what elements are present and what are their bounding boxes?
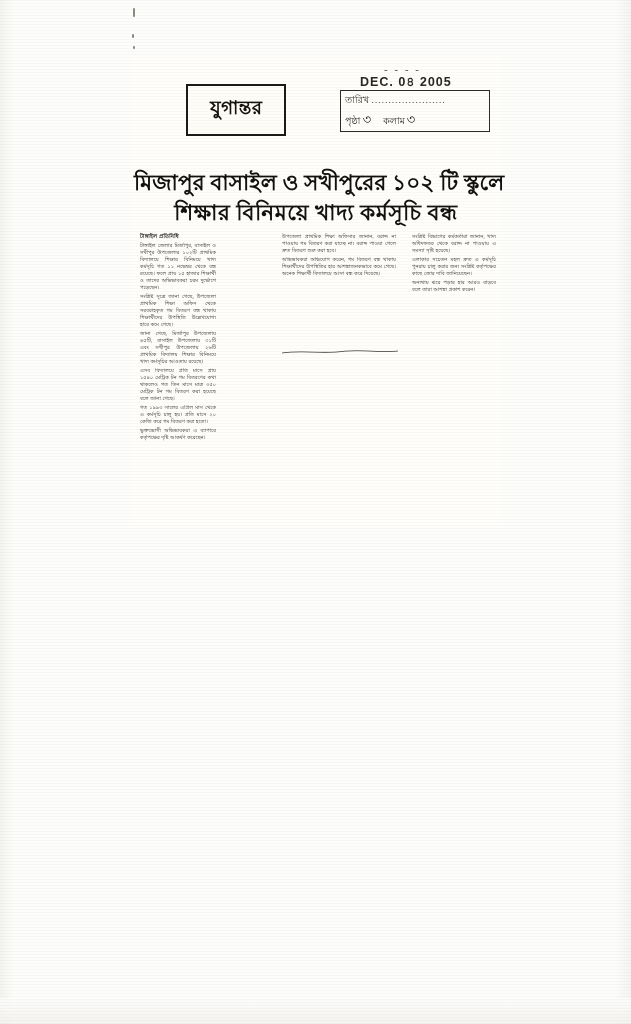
article-paragraph: ভুক্তভোগী অভিভাবকরা এ ব্যাপারে কর্তৃপক্ষের দৃষ্টি আকর্ষণ করেছেন। [140,428,216,441]
stamp-box [340,90,490,132]
article-column-3 [412,234,496,296]
scan-speck [133,8,135,17]
article-paragraph: টাঙ্গাইল জেলার মির্জাপুর, বাসাইল ও সখীপুর উপজেলার ১০২টি প্রাথমিক বিদ্যালয়ে শিক্ষার বিনিময়ে খাদ্য কর্মসূচি গত ১১ নভেম্বর থেকে বন্ধ রয়েছে। ফলে প্রায় ১৫ হাজার শিক্ষার্থী ও তাদের অভিভাবকরা চরম দুর্ভোগে পড়েছেন। [140,243,216,291]
article-paragraph: সংশ্লিষ্ট সূত্রে জানা গেছে, উপজেলা প্রাথমিক শিক্ষা অফিস থেকে সরবরাহকৃত গম বিতরণ বন্ধ থাকায় শিক্ষার্থীদের উপস্থিতি উল্লেখযোগ্য হারে কমে গেছে। [140,294,216,328]
scan-speck [132,34,134,38]
article-paragraph: এসব বিদ্যালয়ে প্রতি মাসে প্রায় ১৫৪০ মেট্রিক টন গম বিতরণের কথা থাকলেও গত তিন মাসে মাত্র ৩৫০ মেট্রিক টন গম বিতরণ করা হয়েছে বলে জানা গেছে। [140,368,216,402]
stamp-dots: ...................... [371,96,446,106]
stamp-dashes: - - - - [384,64,421,76]
article-headline [134,168,505,228]
article-paragraph: জানা গেছে, মির্জাপুর উপজেলায় ৪৫টি, বাসাইল উপজেলায় ৩১টি এবং সখীপুর উপজেলায় ২৬টি প্রাথমিক বিদ্যালয় শিক্ষার বিনিময়ে খাদ্য কর্মসূচির আওতায় রয়েছে। [140,331,216,365]
stamp-row-page-column [345,111,416,132]
stamp-label-column: কলাম [383,117,405,127]
stamp-value-page: ৩ [361,111,372,128]
stamp-row-date [345,94,446,109]
stamp-label-date: তারিখ [345,96,370,106]
stamp-value-column: ৩ [406,111,417,128]
handwritten-underline [282,349,398,355]
scan-speck [133,46,135,49]
article-column-1 [140,234,216,444]
stamp-label-page: পৃষ্ঠা [345,117,361,127]
article-paragraph: অভিভাবকরা অভিযোগ করেন, গম বিতরণ বন্ধ থাকায় শিক্ষার্থীদের উপস্থিতির হার আশঙ্কাজনকভাবে কমে গেছে। অনেক শিক্ষার্থী বিদ্যালয়ে আসা বন্ধ করে দিয়েছে। [282,257,396,277]
stamp-date: DEC. 0৪ 2005 [360,75,452,89]
headline-line-1: মিজাপুর বাসাইল ও সখীপুরের ১০২ টি স্কুলে [134,171,505,195]
article-paragraph: গত ১৯৯৩ সালের এপ্রিল মাস থেকে এ কর্মসূচি চালু হয়। প্রতি মাসে ২০ কেজি করে গম বিতরণ করা হতো। [140,405,216,425]
article-column-2 [282,234,396,280]
article-paragraph: অন্যথায় ঝরে পড়ার হার আরও বাড়বে বলে তারা আশঙ্কা প্রকাশ করেন। [412,280,496,293]
article-paragraph: সংশ্লিষ্ট বিভাগের কর্মকর্তারা জানান, খাদ্য অধিদফতর থেকে বরাদ্দ না পাওয়ায় এ সমস্যা সৃষ্টি হয়েছে। [412,234,496,254]
newspaper-clipping [130,56,505,526]
headline-line-2: শিক্ষার বিনিময়ে খাদ্য কর্মসূচি বন্ধ [174,201,458,225]
article-paragraph: এলাকার সচেতন মহল দ্রুত এ কর্মসূচি পুনরায় চালু করার জন্য সংশ্লিষ্ট কর্তৃপক্ষের কাছে জোর দাবি জানিয়েছেন। [412,257,496,277]
masthead-box [186,84,286,136]
masthead-title: যুগান্তর [209,98,263,119]
scan-edge-shadow-right [615,0,631,1024]
scan-edge-shadow-left [0,0,14,1024]
article-paragraph: উপজেলা প্রাথমিক শিক্ষা অফিসার জানান, বরাদ্দ না পাওয়ায় গম বিতরণ করা যাচ্ছে না। বরাদ্দ পাওয়া গেলে দ্রুত বিতরণ শুরু করা হবে। [282,234,396,254]
article-body [134,234,498,524]
article-byline: টাঙ্গাইল প্রতিনিধি [140,234,179,240]
scan-edge-shadow-bottom [0,998,631,1024]
